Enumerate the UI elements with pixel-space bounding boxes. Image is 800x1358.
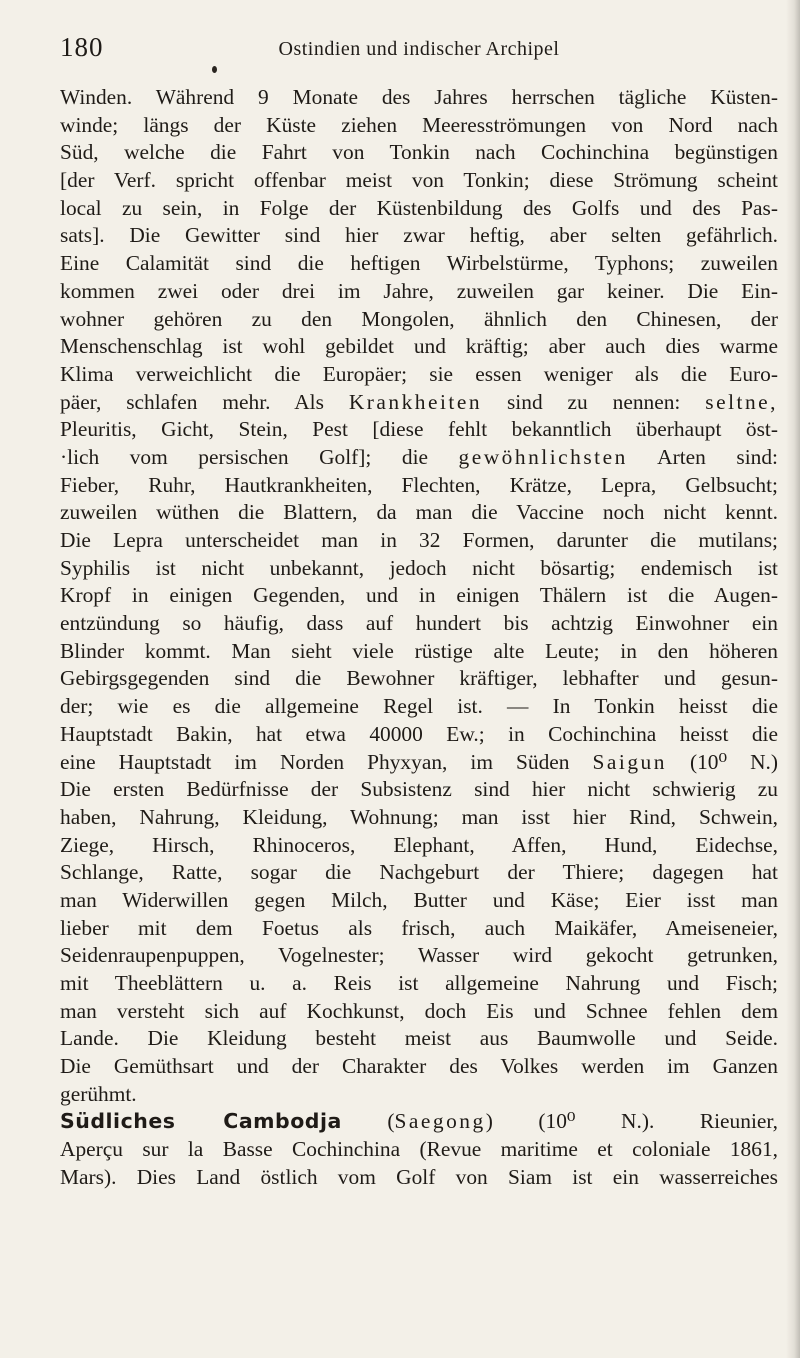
text-run: mit Theeblättern u. a. Reis ist allgemeine Nahrung und Fisch; — [60, 971, 778, 995]
text-run: Klima verweichlicht die Europäer; sie essen weniger als die Euro- — [60, 361, 778, 386]
text-line — [60, 1108, 778, 1136]
page-edge-shadow — [786, 0, 800, 1358]
text-run: der; wie es die allgemeine Regel ist. — In Tonkin heisst die — [60, 694, 778, 719]
text-line — [60, 776, 778, 804]
text-line — [60, 804, 778, 832]
text-line — [60, 942, 778, 970]
text-line — [60, 665, 778, 693]
section-heading: Südliches Cambodja — [60, 1109, 342, 1134]
text-run: eine Hauptstadt im Norden Phyxyan, im Süden — [60, 749, 593, 774]
text-run: Hauptstadt Bakin, hat etwa 40000 Ew.; in Cochinchina heisst die — [60, 721, 778, 746]
text-run: Mars). Dies Land östlich vom Golf von Siam ist ein wasserreiches — [60, 1164, 778, 1189]
text-line — [60, 555, 778, 583]
text-line — [60, 887, 778, 915]
text-run: man Widerwillen gegen Milch, Butter und Käse; Eier isst man — [60, 887, 778, 912]
text-run: Pleuritis, Gicht, Stein, Pest [diese fehlt bekanntlich überhaupt öst- — [60, 417, 778, 442]
text-line — [60, 1136, 778, 1164]
text-run: seltne, — [705, 389, 778, 414]
text-line — [60, 278, 778, 306]
text-line — [60, 721, 778, 749]
text-line — [60, 832, 778, 860]
text-run: Süd, welche die Fahrt von Tonkin nach Cochinchina begünstigen — [60, 140, 778, 165]
text-run: haben, Nahrung, Kleidung, Wohnung; man isst hier Rind, Schwein, — [60, 804, 778, 829]
text-line — [60, 389, 778, 417]
text-run: local zu sein, in Folge der Küstenbildung des Golfs und des Pas- — [60, 195, 778, 220]
text-run: ·lich vom persischen Golf]; die — [60, 444, 459, 469]
text-line — [60, 998, 778, 1026]
text-run: gewöhnlichsten — [458, 444, 628, 469]
text-run: Ziege, Hirsch, Rhinoceros, Elephant, Affen, Hund, Eidechse, — [60, 832, 778, 857]
text-line — [60, 527, 778, 555]
text-line — [60, 1164, 778, 1192]
text-line — [60, 1081, 778, 1109]
text-line — [60, 195, 778, 223]
text-run: Eine Calamität sind die heftigen Wirbelstürme, Typhons; zuweilen — [60, 251, 778, 276]
text-run: Die ersten Bedürfnisse der Subsistenz sind hier nicht schwierig zu — [60, 777, 778, 802]
text-run: [der Verf. spricht offenbar meist von Tonkin; diese Strömung scheint — [60, 168, 778, 193]
text-line — [60, 970, 778, 998]
text-run: Gebirgsgegenden sind die Bewohner kräftiger, lebhafter und gesun- — [60, 666, 778, 691]
text-run: Schlange, Ratte, sogar die Nachgeburt der Thiere; dagegen hat — [60, 860, 778, 885]
text-line — [60, 1025, 778, 1053]
text-line — [60, 1053, 778, 1081]
text-run: Die Gemüthsart und der Charakter des Volkes werden im Ganzen — [60, 1054, 778, 1079]
text-line — [60, 416, 778, 444]
text-run: Blinder kommt. Man sieht viele rüstige alte Leute; in den höheren — [60, 638, 778, 663]
text-run: ( — [341, 1109, 395, 1134]
text-run: päer, schlafen mehr. Als — [60, 389, 349, 414]
text-line — [60, 112, 778, 140]
text-run: winde; längs der Küste ziehen Meeresströmungen von Nord nach — [60, 112, 778, 137]
text-line — [60, 472, 778, 500]
text-run: (10⁰ N.) — [666, 749, 778, 774]
text-line — [60, 167, 778, 195]
printer-mark — [212, 66, 217, 73]
text-run: Die Lepra unterscheidet man in 32 Formen, darunter die mutilans; — [60, 528, 778, 552]
text-line — [60, 222, 778, 250]
body-text — [60, 84, 778, 1192]
text-line — [60, 306, 778, 334]
text-run: sind zu nennen: — [482, 389, 706, 414]
text-line — [60, 610, 778, 638]
text-run: Fieber, Ruhr, Hautkrankheiten, Flechten, Krätze, Lepra, Gelbsucht; — [60, 472, 778, 497]
text-run: Saigun — [592, 749, 667, 774]
text-run: Lande. Die Kleidung besteht meist aus Baumwolle und Seide. — [60, 1026, 778, 1051]
text-line — [60, 638, 778, 666]
text-run: zuweilen wüthen die Blattern, da man die Vaccine noch nicht kennt. — [60, 500, 778, 525]
text-line — [60, 499, 778, 527]
text-run: kommen zwei oder drei im Jahre, zuweilen gar keiner. Die Ein- — [60, 278, 778, 303]
text-line — [60, 749, 778, 777]
text-run: Arten sind: — [627, 444, 778, 469]
text-run: wohner gehören zu den Mongolen, ähnlich den Chinesen, der — [60, 306, 778, 331]
text-line — [60, 915, 778, 943]
page-number: 180 — [60, 32, 104, 62]
text-line — [60, 693, 778, 721]
text-line — [60, 444, 778, 472]
text-run: Seidenraupenpuppen, Vogelnester; Wasser wird gekocht getrunken, — [60, 943, 778, 968]
text-run: Saegong — [394, 1109, 486, 1134]
text-run: man versteht sich auf Kochkunst, doch Eis und Schnee fehlen dem — [60, 998, 778, 1023]
text-run: Kropf in einigen Gegenden, und in einigen Thälern ist die Augen- — [60, 583, 778, 608]
text-line — [60, 250, 778, 278]
text-line — [60, 139, 778, 167]
page-header — [60, 32, 778, 72]
text-run: Winden. Während 9 Monate des Jahres herrschen tägliche Küsten- — [60, 85, 778, 109]
text-run: lieber mit dem Foetus als frisch, auch Maikäfer, Ameiseneier, — [60, 915, 778, 940]
text-line — [60, 859, 778, 887]
text-run: entzündung so häufig, dass auf hundert bis achtzig Einwohner ein — [60, 611, 778, 636]
text-run: ) (10⁰ N.). Rieunier, — [485, 1109, 778, 1134]
text-run: Menschenschlag ist wohl gebildet und kräftig; aber auch dies warme — [60, 334, 778, 359]
text-run: Aperçu sur la Basse Cochinchina (Revue maritime et coloniale 1861, — [60, 1137, 778, 1162]
text-run: Syphilis ist nicht unbekannt, jedoch nicht bösartig; endemisch ist — [60, 555, 778, 580]
text-line — [60, 361, 778, 389]
text-run: gerühmt. — [60, 1081, 137, 1106]
running-title: Ostindien und indischer Archipel — [278, 38, 560, 60]
text-line — [60, 84, 778, 112]
text-line — [60, 333, 778, 361]
text-run: Krankheiten — [348, 389, 483, 414]
text-run: sats]. Die Gewitter sind hier zwar heftig, aber selten gefährlich. — [60, 223, 778, 248]
text-line — [60, 582, 778, 610]
